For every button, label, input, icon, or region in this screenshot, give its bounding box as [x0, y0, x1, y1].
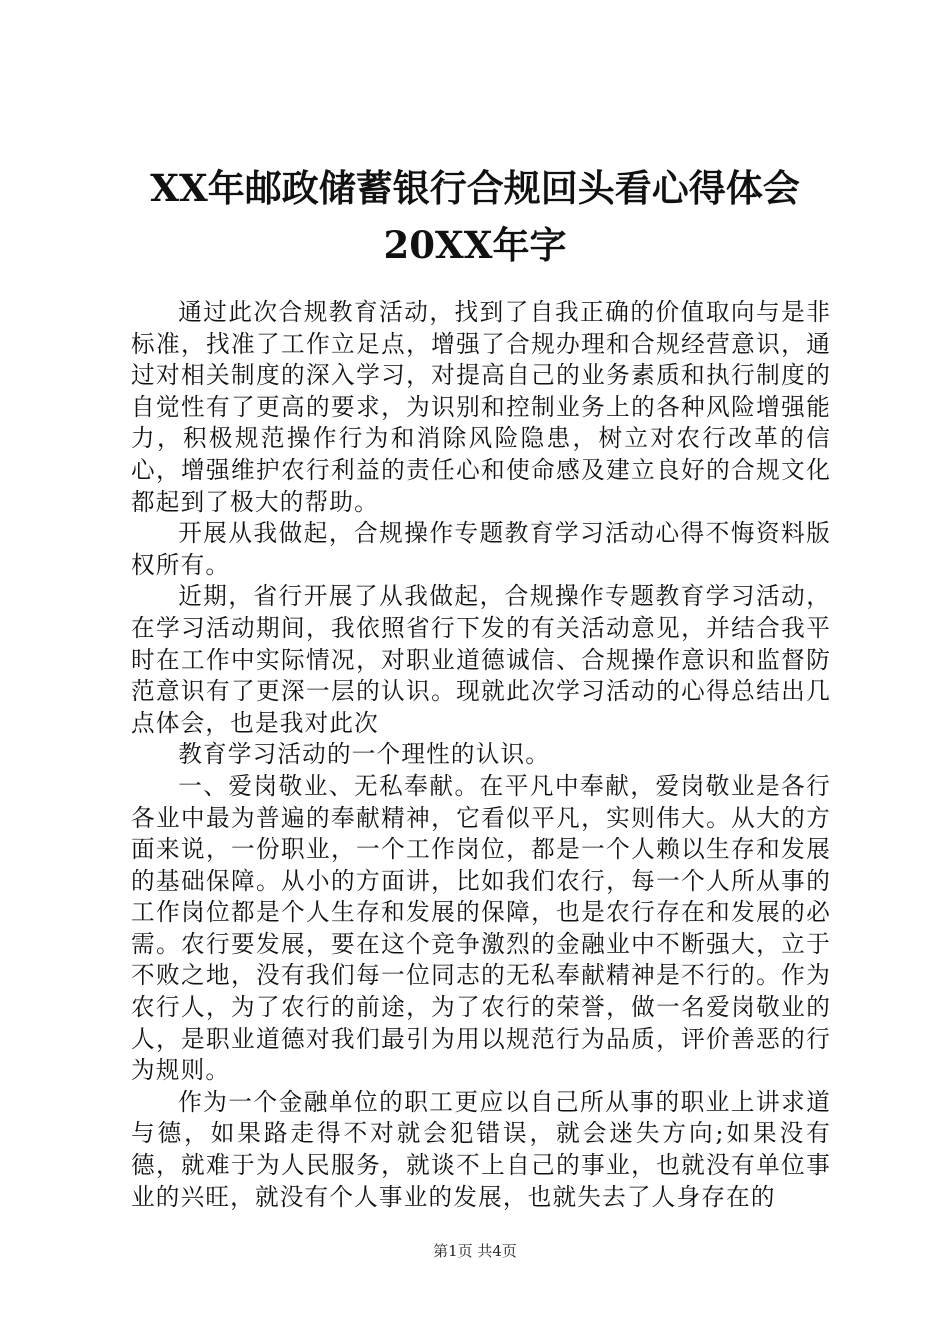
page-number-footer: 第1页 共4页 [433, 1242, 517, 1260]
paragraph-2: 开展从我做起，合规操作专题教育学习活动心得不悔资料版权所有。 [131, 519, 831, 579]
document-title: XX年邮政储蓄银行合规回头看心得体会20XX年字 [150, 166, 800, 267]
paragraph-6: 作为一个金融单位的职工更应以自己所从事的职业上讲求道与德，如果路走得不对就会犯错误，就会迷失方向;如果没有德，就难于为人民服务，就谈不上自己的事业，也就没有单位事业的兴旺，就没有个人事业的发展，也就失去了人身存在的 [131, 1087, 831, 1211]
document-body [131, 297, 831, 1213]
paragraph-3: 近期，省行开展了从我做起，合规操作专题教育学习活动，在学习活动期间，我依照省行下发的有关活动意见，并结合我平时在工作中实际情况，对职业道德诚信、合规操作意识和监督防范意识有了更深一层的认识。现就此次学习活动的心得总结出几点体会，也是我对此次 [131, 582, 831, 737]
paragraph-5: 一、爱岗敬业、无私奉献。在平凡中奉献，爱岗敬业是各行各业中最为普遍的奉献精神，它看似平凡，实则伟大。从大的方面来说，一份职业，一个工作岗位，都是一个人赖以生存和发展的基础保障。从小的方面讲，比如我们农行，每一个人所从事的工作岗位都是个人生存和发展的保障，也是农行存在和发展的必需。农行要发展，要在这个竞争激烈的金融业中不断强大，立于不败之地，没有我们每一位同志的无私奉献精神是不行的。作为农行人，为了农行的前途，为了农行的荣誉，做一名爱岗敬业的人，是职业道德对我们最引为用以规范行为品质，评价善恶的行为规则。 [131, 771, 831, 1085]
paragraph-4: 教育学习活动的一个理性的认识。 [178, 740, 551, 769]
paragraph-1: 通过此次合规教育活动，找到了自我正确的价值取向与是非标准，找准了工作立足点，增强了合规办理和合规经营意识，通过对相关制度的深入学习，对提高自己的业务素质和执行制度的自觉性有了更高的要求，为识别和控制业务上的各种风险增强能力，积极规范操作行为和消除风险隐患，树立对农行改革的信心，增强维护农行利益的责任心和使命感及建立良好的合规文化都起到了极大的帮助。 [131, 298, 831, 516]
